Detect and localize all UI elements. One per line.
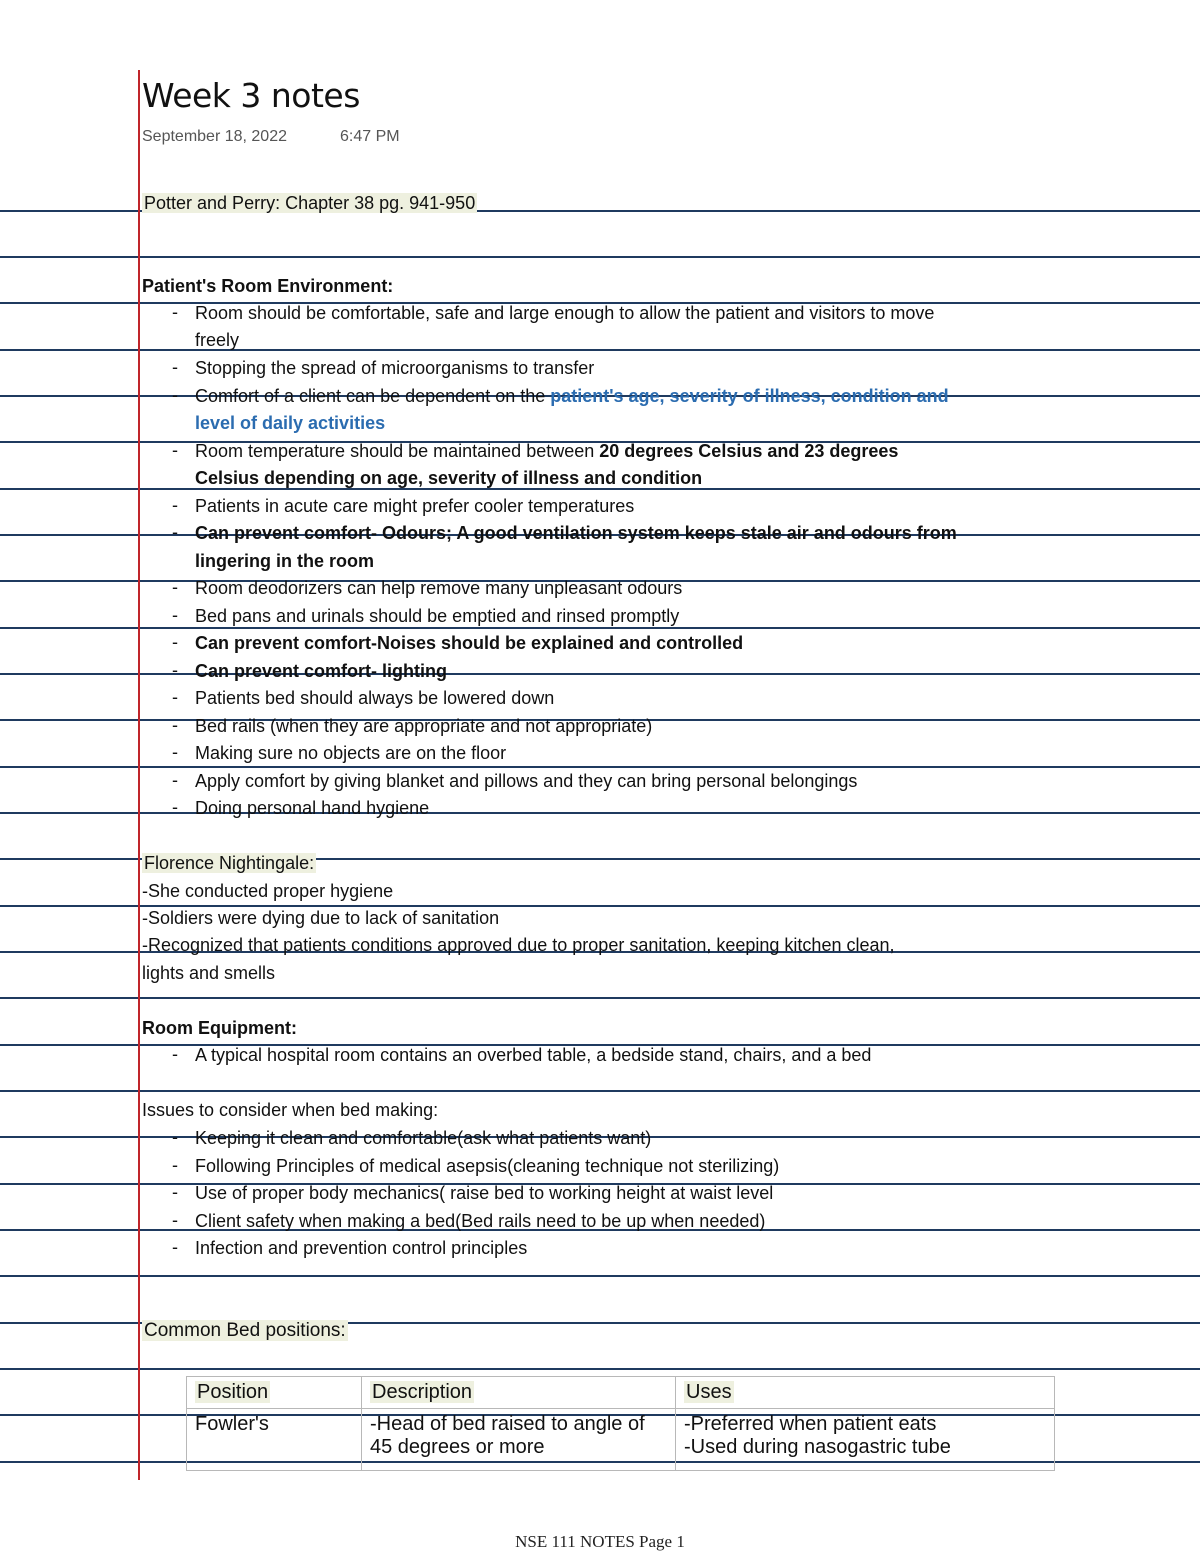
list-item: Bed rails (when they are appropriate and not appropriate) — [195, 716, 653, 736]
list-item: Client safety when making a bed(Bed rails need to be up when needed) — [195, 1211, 766, 1231]
list-item: freely — [195, 330, 240, 350]
ruled-line — [0, 256, 1200, 258]
bullet: - — [172, 660, 178, 680]
nightingale-heading: Florence Nightingale: — [144, 853, 315, 873]
ruled-line — [0, 673, 1200, 675]
bullet: - — [172, 357, 178, 377]
list-item: Room deodorizers can help remove many unpleasant odours — [195, 578, 683, 598]
ruled-line — [0, 349, 1200, 351]
note-time: 6:47 PM — [340, 128, 400, 145]
bullet: - — [172, 385, 178, 405]
ruled-line — [0, 1090, 1200, 1092]
table-header-row — [187, 1377, 1055, 1409]
list-item: Use of proper body mechanics( raise bed to working height at waist level — [195, 1183, 774, 1203]
text-line: -Recognized that patients conditions approved due to proper sanitation, keeping kitchen clean, — [142, 935, 895, 955]
text-line: -She conducted proper hygiene — [142, 881, 394, 901]
text-line: -Soldiers were dying due to lack of sanitation — [142, 908, 500, 928]
bullet: - — [172, 522, 178, 542]
list-item: Stopping the spread of microorganisms to transfer — [195, 358, 595, 378]
list-item: Room should be comfortable, safe and large enough to allow the patient and visitors to move — [195, 303, 935, 323]
bed-issues-heading: Issues to consider when bed making: — [142, 1100, 439, 1120]
bullet: - — [172, 577, 178, 597]
table-cell-description: -Head of bed raised to angle of 45 degrees or more — [362, 1409, 676, 1471]
ruled-line — [0, 627, 1200, 629]
list-item: Making sure no objects are on the floor — [195, 743, 507, 763]
reference-heading: Potter and Perry: Chapter 38 pg. 941-950 — [144, 193, 476, 213]
list-item: Apply comfort by giving blanket and pillows and they can bring personal belongings — [195, 771, 858, 791]
list-item: Can prevent comfort-Noises should be explained and controlled — [195, 633, 744, 653]
margin-line — [138, 70, 140, 1482]
table-cell-uses: -Preferred when patient eats -Used during nasogastric tube — [676, 1409, 1055, 1471]
list-item: Bed pans and urinals should be emptied and rinsed promptly — [195, 606, 680, 626]
room-env-heading: Patient's Room Environment: — [142, 276, 394, 296]
list-item: Keeping it clean and comfortable(ask what patients want) — [195, 1128, 652, 1148]
bullet: - — [172, 605, 178, 625]
ruled-line — [0, 1275, 1200, 1277]
equipment-heading: Room Equipment: — [142, 1018, 297, 1038]
ruled-line — [0, 997, 1200, 999]
bullet: - — [172, 302, 178, 322]
list-item: lingering in the room — [195, 551, 374, 571]
table-cell-position: Fowler's — [187, 1409, 362, 1471]
ruled-line — [0, 766, 1200, 768]
list-item: Following Principles of medical asepsis(cleaning technique not sterilizing) — [195, 1156, 780, 1176]
bullet: - — [172, 1155, 178, 1175]
bullet: - — [172, 440, 178, 460]
list-item: level of daily activities — [195, 413, 386, 433]
bullet: - — [172, 632, 178, 652]
list-item: A typical hospital room contains an overbed table, a bedside stand, chairs, and a bed — [195, 1045, 872, 1065]
bullet: - — [172, 495, 178, 515]
list-item: Doing personal hand hygiene — [195, 798, 430, 818]
ruled-line — [0, 812, 1200, 814]
list-item: Patients bed should always be lowered down — [195, 688, 555, 708]
list-item: Room temperature should be maintained between 20 degrees Celsius and 23 degrees — [195, 441, 899, 461]
list-item: Patients in acute care might prefer cooler temperatures — [195, 496, 635, 516]
list-item: Can prevent comfort- lighting — [195, 661, 447, 681]
bullet: - — [172, 1210, 178, 1230]
ruled-line — [0, 1368, 1200, 1370]
bullet: - — [172, 687, 178, 707]
list-item: Can prevent comfort- Odours; A good ventilation system keeps stale air and odours from — [195, 523, 957, 543]
bullet: - — [172, 797, 178, 817]
page-footer: NSE 111 NOTES Page 1 — [515, 1532, 685, 1551]
note-date: September 18, 2022 — [142, 128, 287, 145]
table-header-cell: Uses — [676, 1377, 1055, 1409]
positions-heading: Common Bed positions: — [144, 1320, 346, 1341]
bullet: - — [172, 1182, 178, 1202]
bullet: - — [172, 715, 178, 735]
bullet: - — [172, 1044, 178, 1064]
bullet: - — [172, 770, 178, 790]
bullet: - — [172, 1237, 178, 1257]
bullet: - — [172, 1127, 178, 1147]
list-item: Celsius depending on age, severity of illness and condition — [195, 468, 703, 488]
table-row — [187, 1409, 1055, 1471]
table-header-cell: Description — [362, 1377, 676, 1409]
list-item: Infection and prevention control principles — [195, 1238, 528, 1258]
page-cutoff — [0, 1480, 1200, 1520]
text-line: lights and smells — [142, 963, 276, 983]
page-title: Week 3 notes — [142, 76, 360, 115]
list-item: Comfort of a client can be dependent on the patient's age, severity of illness, condition and — [195, 386, 949, 406]
table-header-cell: Position — [187, 1377, 362, 1409]
bullet: - — [172, 742, 178, 762]
bed-positions-table — [186, 1376, 1055, 1471]
